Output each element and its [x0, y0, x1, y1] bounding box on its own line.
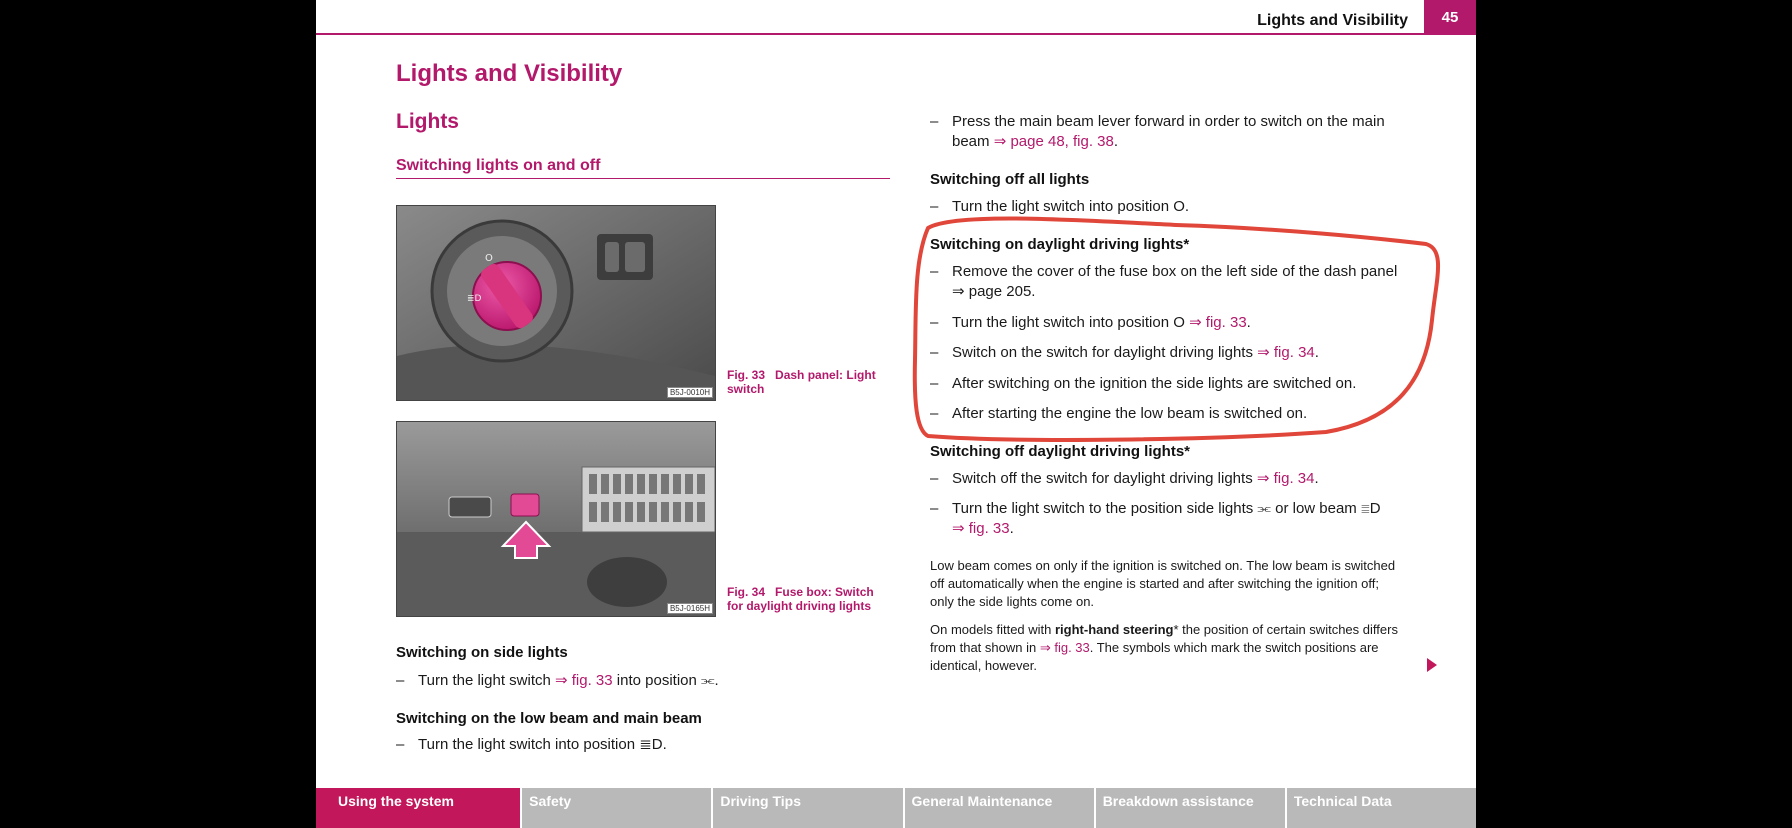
figure-33-caption — [727, 368, 877, 396]
chapter-navigation — [316, 788, 1476, 828]
figure-34-fuse-box — [396, 421, 716, 617]
figure-33-light-switch — [396, 205, 716, 401]
figure-code: B5J-0165H — [667, 603, 713, 614]
fig-33-link[interactable]: ⇒ fig. 33 — [1039, 640, 1090, 655]
page-number: 45 — [1424, 0, 1476, 34]
manual-page: Lights and Visibility 45 Lights and Visibility Lights Switching lights on and off O ≣D B5J-0010H Fig. 33 Dash panel: Light switch B5J-0165H Fig. 34 Fuse box: Switch for daylight driving lights Switching on side lights – Turn the light switch ⇒ fig. 33 into position ⫘. Switching on the low beam and main beam – Turn the light switch into position ≣D. – Press the main beam lever forward in order to switch on the main beam ⇒ page 48, fig. 38. Switching off all lights – Turn the light switch into position O. Switching on daylight driving lights* – Remove the cover of the fuse box on the left side of the dash panel ⇒ page 205. – Turn the light switch into position O ⇒ fig. 33. – Switch on the switch for daylight driving lights ⇒ fig. 34. – After switching on the ignition the side lights are switched on. – After starting the engine the low beam is switched on. Switching off daylight driving lights* – Switch off the switch for daylight driving lights ⇒ fig. 34. – Turn the light switch to the position side lights ⫘ or low beam ≣D ⇒ fig. 33. Low beam comes on only if the ignition is switched on. The low beam is switched off automatically when the engine is started and after switching the ignition off; only the side lights come on. On models fitted with right-hand steering* the position of certain switches differs from that shown in ⇒ fig. 33. The symbols which mark the switch positions are identical, however. Using the system Safety Driving Tips General Maintenance Breakdown assistance Technical Data — [316, 0, 1476, 828]
header-rule — [316, 33, 1476, 35]
page-48-link[interactable]: ⇒ page 48, fig. 38 — [993, 133, 1114, 150]
main-beam-step: – Press the main beam lever forward in order to switch on the main beam ⇒ page 48, fig. 38. — [930, 113, 1385, 150]
fuse-box-illustration — [397, 422, 715, 616]
fig-34-link[interactable]: ⇒ fig. 34 — [1257, 344, 1315, 361]
fig-33-link[interactable]: ⇒ fig. 33 — [952, 520, 1010, 537]
subsection-title: Switching lights on and off — [396, 157, 890, 179]
nav-tab-driving-tips[interactable]: Driving Tips — [713, 788, 904, 828]
fig-33-link[interactable]: ⇒ fig. 33 — [1189, 314, 1247, 331]
caption-number: Fig. 34 — [727, 585, 766, 599]
nav-tab-technical-data[interactable]: Technical Data — [1287, 788, 1476, 828]
chapter-title: Lights and Visibility — [396, 60, 623, 87]
daylight-on-heading: Switching on daylight driving lights* — [930, 236, 1190, 253]
low-beam-note: Low beam comes on only if the ignition is switched on. The low beam is switched off automatically when the engine is started and after switching the ignition off; only the side lights come on. — [930, 558, 1396, 609]
svg-text:O: O — [485, 253, 493, 264]
right-hand-steering-note: On models fitted with right-hand steering* the position of certain switches differs from that shown in ⇒ fig. 33. The symbols which mark the switch positions are identical, however. — [930, 622, 1398, 673]
nav-tab-safety[interactable]: Safety — [522, 788, 713, 828]
caption-text: Fuse box: Switch for daylight driving lights — [727, 585, 874, 613]
daylight-on-step-1: – Remove the cover of the fuse box on the left side of the dash panel ⇒ page 205. — [930, 263, 1398, 300]
running-header-title: Lights and Visibility — [1257, 12, 1408, 29]
daylight-off-step-2: – Turn the light switch to the position side lights ⫘ or low beam ≣D ⇒ fig. 33. — [930, 500, 1381, 537]
light-switch-illustration — [397, 206, 715, 400]
caption-text: Dash panel: Light switch — [727, 368, 876, 396]
side-lights-heading: Switching on side lights — [396, 644, 568, 661]
nav-tab-general-maintenance[interactable]: General Maintenance — [905, 788, 1096, 828]
section-title: Lights — [396, 110, 459, 133]
fig-33-link[interactable]: ⇒ fig. 33 — [555, 672, 613, 689]
nav-tab-using-the-system[interactable]: Using the system — [316, 788, 522, 828]
daylight-off-heading: Switching off daylight driving lights* — [930, 443, 1190, 460]
figure-34-caption — [727, 585, 877, 613]
next-page-arrow-icon[interactable] — [1427, 658, 1437, 672]
nav-tab-breakdown-assistance[interactable]: Breakdown assistance — [1096, 788, 1287, 828]
svg-text:≣D: ≣D — [467, 294, 482, 304]
beam-heading: Switching on the low beam and main beam — [396, 710, 702, 727]
figure-code: B5J-0010H — [667, 387, 713, 398]
off-all-heading: Switching off all lights — [930, 171, 1090, 188]
page-205-link[interactable]: ⇒ page 205. — [952, 283, 1036, 300]
fig-34-link[interactable]: ⇒ fig. 34 — [1256, 470, 1315, 487]
caption-number: Fig. 33 — [727, 368, 766, 382]
